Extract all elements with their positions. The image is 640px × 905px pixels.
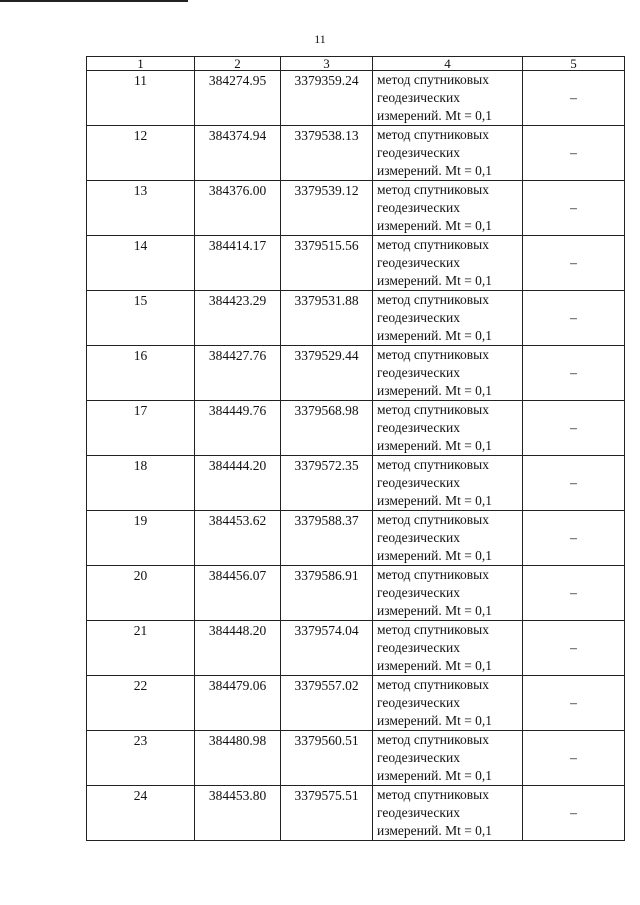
method-cell	[373, 676, 523, 731]
x-coordinate-cell: 384479.06	[195, 676, 281, 731]
method-line: геодезических	[377, 420, 460, 435]
point-number-cell: 21	[87, 621, 195, 676]
method-line: геодезических	[377, 530, 460, 545]
table-row	[87, 676, 625, 731]
method-line: метод спутниковых	[377, 127, 489, 142]
column-header: 5	[523, 57, 625, 71]
table-row	[87, 291, 625, 346]
description-cell: –	[523, 71, 625, 126]
method-line: измерений. Mt = 0,1	[377, 548, 493, 563]
y-coordinate-cell: 3379539.12	[281, 181, 373, 236]
method-line: измерений. Mt = 0,1	[377, 218, 493, 233]
x-coordinate-cell: 384480.98	[195, 731, 281, 786]
method-line: измерений. Mt = 0,1	[377, 823, 493, 838]
description-cell: –	[523, 346, 625, 401]
table-row	[87, 346, 625, 401]
table-row	[87, 621, 625, 676]
method-cell	[373, 786, 523, 841]
description-cell: –	[523, 236, 625, 291]
y-coordinate-cell: 3379572.35	[281, 456, 373, 511]
header-row	[87, 57, 625, 71]
method-line: измерений. Mt = 0,1	[377, 713, 493, 728]
method-cell	[373, 236, 523, 291]
method-line: измерений. Mt = 0,1	[377, 438, 493, 453]
method-line: метод спутниковых	[377, 402, 489, 417]
y-coordinate-cell: 3379557.02	[281, 676, 373, 731]
column-header: 2	[195, 57, 281, 71]
method-line: геодезических	[377, 475, 460, 490]
method-line: геодезических	[377, 90, 460, 105]
method-line: геодезических	[377, 750, 460, 765]
y-coordinate-cell: 3379588.37	[281, 511, 373, 566]
point-number-cell: 19	[87, 511, 195, 566]
x-coordinate-cell: 384374.94	[195, 126, 281, 181]
table-row	[87, 786, 625, 841]
method-cell	[373, 401, 523, 456]
method-cell	[373, 126, 523, 181]
description-cell: –	[523, 181, 625, 236]
method-line: измерений. Mt = 0,1	[377, 493, 493, 508]
y-coordinate-cell: 3379575.51	[281, 786, 373, 841]
method-line: измерений. Mt = 0,1	[377, 603, 493, 618]
method-cell	[373, 566, 523, 621]
point-number-cell: 12	[87, 126, 195, 181]
method-line: геодезических	[377, 640, 460, 655]
method-line: измерений. Mt = 0,1	[377, 108, 493, 123]
table-body	[87, 71, 625, 841]
coordinates-table	[86, 56, 625, 841]
x-coordinate-cell: 384427.76	[195, 346, 281, 401]
point-number-cell: 17	[87, 401, 195, 456]
table-row	[87, 181, 625, 236]
method-line: метод спутниковых	[377, 567, 489, 582]
method-line: метод спутниковых	[377, 732, 489, 747]
method-line: геодезических	[377, 255, 460, 270]
y-coordinate-cell: 3379538.13	[281, 126, 373, 181]
column-header: 3	[281, 57, 373, 71]
y-coordinate-cell: 3379574.04	[281, 621, 373, 676]
table-row	[87, 236, 625, 291]
point-number-cell: 24	[87, 786, 195, 841]
table-row	[87, 456, 625, 511]
x-coordinate-cell: 384444.20	[195, 456, 281, 511]
description-cell: –	[523, 511, 625, 566]
x-coordinate-cell: 384453.80	[195, 786, 281, 841]
x-coordinate-cell: 384274.95	[195, 71, 281, 126]
method-line: метод спутниковых	[377, 72, 489, 87]
method-cell	[373, 181, 523, 236]
method-line: геодезических	[377, 695, 460, 710]
column-header: 4	[373, 57, 523, 71]
method-line: метод спутниковых	[377, 787, 489, 802]
x-coordinate-cell: 384453.62	[195, 511, 281, 566]
table-row	[87, 731, 625, 786]
description-cell: –	[523, 291, 625, 346]
method-line: метод спутниковых	[377, 512, 489, 527]
column-header: 1	[87, 57, 195, 71]
point-number-cell: 18	[87, 456, 195, 511]
point-number-cell: 14	[87, 236, 195, 291]
description-cell: –	[523, 126, 625, 181]
method-line: измерений. Mt = 0,1	[377, 383, 493, 398]
description-cell: –	[523, 401, 625, 456]
method-line: измерений. Mt = 0,1	[377, 768, 493, 783]
y-coordinate-cell: 3379560.51	[281, 731, 373, 786]
method-cell	[373, 456, 523, 511]
method-line: геодезических	[377, 365, 460, 380]
y-coordinate-cell: 3379529.44	[281, 346, 373, 401]
method-line: геодезических	[377, 805, 460, 820]
point-number-cell: 20	[87, 566, 195, 621]
method-cell	[373, 346, 523, 401]
method-line: метод спутниковых	[377, 457, 489, 472]
method-line: геодезических	[377, 310, 460, 325]
point-number-cell: 15	[87, 291, 195, 346]
method-line: метод спутниковых	[377, 622, 489, 637]
method-cell	[373, 291, 523, 346]
y-coordinate-cell: 3379531.88	[281, 291, 373, 346]
method-cell	[373, 511, 523, 566]
table-row	[87, 566, 625, 621]
description-cell: –	[523, 676, 625, 731]
method-line: геодезических	[377, 585, 460, 600]
point-number-cell: 11	[87, 71, 195, 126]
description-cell: –	[523, 786, 625, 841]
method-line: метод спутниковых	[377, 677, 489, 692]
point-number-cell: 13	[87, 181, 195, 236]
y-coordinate-cell: 3379586.91	[281, 566, 373, 621]
point-number-cell: 22	[87, 676, 195, 731]
method-line: измерений. Mt = 0,1	[377, 273, 493, 288]
method-cell	[373, 71, 523, 126]
table-row	[87, 71, 625, 126]
description-cell: –	[523, 621, 625, 676]
method-cell	[373, 731, 523, 786]
method-line: измерений. Mt = 0,1	[377, 328, 493, 343]
description-cell: –	[523, 566, 625, 621]
page-number: 11	[314, 32, 326, 46]
method-line: метод спутниковых	[377, 347, 489, 362]
table-row	[87, 511, 625, 566]
top-rule	[0, 0, 188, 2]
table-row	[87, 401, 625, 456]
description-cell: –	[523, 456, 625, 511]
method-line: метод спутниковых	[377, 237, 489, 252]
y-coordinate-cell: 3379515.56	[281, 236, 373, 291]
table-row	[87, 126, 625, 181]
x-coordinate-cell: 384376.00	[195, 181, 281, 236]
x-coordinate-cell: 384423.29	[195, 291, 281, 346]
method-line: метод спутниковых	[377, 292, 489, 307]
y-coordinate-cell: 3379568.98	[281, 401, 373, 456]
y-coordinate-cell: 3379359.24	[281, 71, 373, 126]
method-cell	[373, 621, 523, 676]
x-coordinate-cell: 384449.76	[195, 401, 281, 456]
x-coordinate-cell: 384456.07	[195, 566, 281, 621]
method-line: измерений. Mt = 0,1	[377, 658, 493, 673]
point-number-cell: 16	[87, 346, 195, 401]
x-coordinate-cell: 384448.20	[195, 621, 281, 676]
method-line: измерений. Mt = 0,1	[377, 163, 493, 178]
method-line: метод спутниковых	[377, 182, 489, 197]
table-header	[87, 57, 625, 71]
x-coordinate-cell: 384414.17	[195, 236, 281, 291]
point-number-cell: 23	[87, 731, 195, 786]
description-cell: –	[523, 731, 625, 786]
method-line: геодезических	[377, 145, 460, 160]
method-line: геодезических	[377, 200, 460, 215]
